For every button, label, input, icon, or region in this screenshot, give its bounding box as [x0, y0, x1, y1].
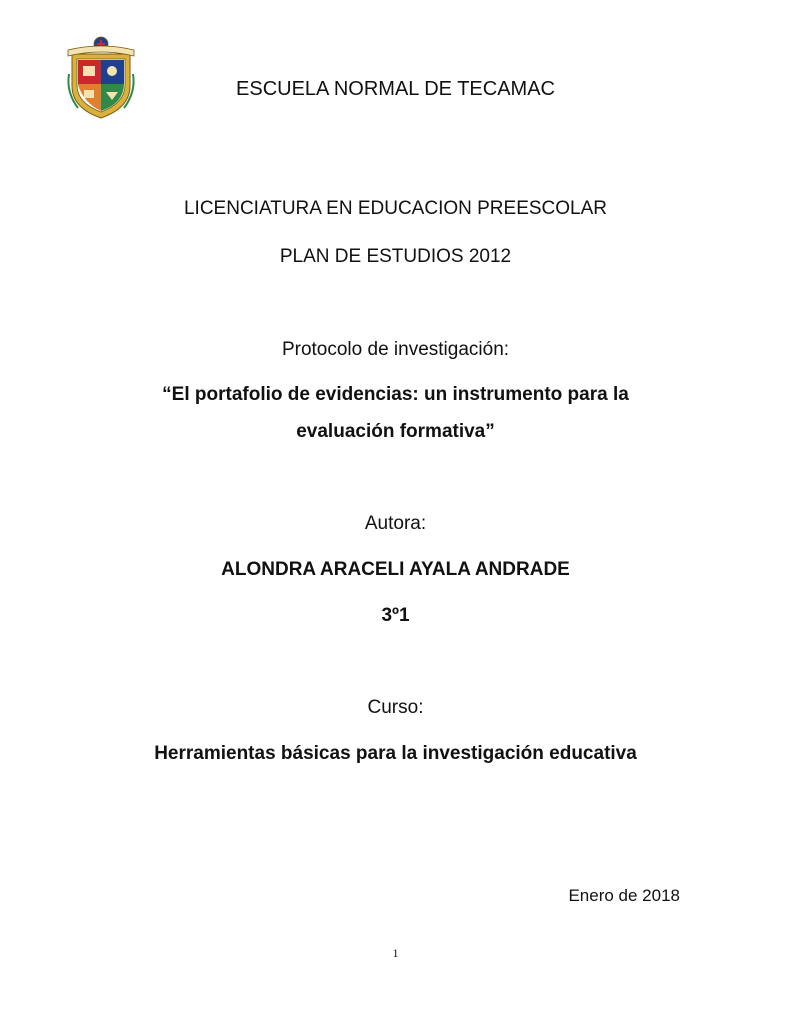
page-number: 1: [392, 946, 399, 960]
course-name: Herramientas básicas para la investigación educativa: [154, 743, 637, 764]
document-date: Enero de 2018: [568, 886, 680, 905]
author-name: ALONDRA ARACELI AYALA ANDRADE: [221, 559, 570, 580]
study-plan: PLAN DE ESTUDIOS 2012: [279, 246, 512, 267]
research-title-line-2: evaluación formativa”: [296, 421, 495, 442]
group-label: 3º1: [381, 605, 410, 626]
protocol-label: Protocolo de investigación:: [281, 339, 510, 360]
school-crest-icon: [64, 34, 138, 120]
author-label: Autora:: [364, 513, 427, 534]
degree-title: LICENCIATURA EN EDUCACION PREESCOLAR: [183, 198, 607, 219]
institution-name: ESCUELA NORMAL DE TECAMAC: [236, 78, 555, 100]
research-title-line-1: “El portafolio de evidencias: un instrumento para la: [162, 384, 629, 405]
course-label: Curso:: [367, 697, 424, 718]
